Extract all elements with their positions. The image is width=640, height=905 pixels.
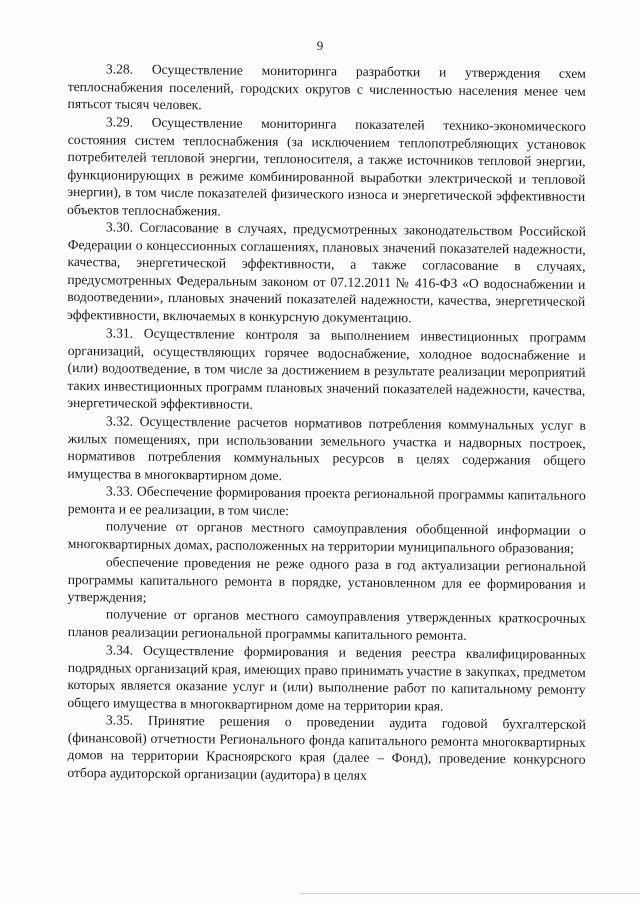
- paragraph-3-28: 3.28. Осуществление мониторинга разработки и утверждения схем теплоснабжения поселений, городских округов с численностью населения менее чем пятьсот тысяч человек.: [67, 61, 586, 113]
- paragraph-3-34: 3.34. Осуществление формирования и ведения реестра квалифицированных подрядных организаций края, имеющих право принимать участие в закупках, предметом которых является оказание услуг и (или) выполнение работ по капитальному ремонту общего имущества в многоквартирном доме на территории края.: [67, 641, 586, 713]
- scan-edge-line: [300, 893, 640, 894]
- document-body: [68, 60, 586, 781]
- page-number: 9: [316, 38, 324, 53]
- paragraph-3-32: 3.32. Осуществление расчетов нормативов потребления коммунальных услуг в жилых помещениях, при использовании земельного участка и надворных построек, нормативов потребления коммунальных ресурсов в целях содержания общего имущества в многоквартирном доме.: [67, 413, 586, 483]
- paragraph-3-35: 3.35. Принятие решения о проведении аудита годовой бухгалтерской (финансовой) отчетности Регионального фонда капитального ремонта многоквартирных домов на территории Красноярского края (далее – Фонд), проведение конкурсного отбора аудиторской организации (аудитора) в целях: [67, 712, 586, 783]
- paragraph-3-33-item-1: получение от органов местного самоуправления обобщенной информации о многоквартирных домах, расположенных на территории муниципального образования;: [67, 518, 586, 556]
- paragraph-3-33-item-3: получение от органов местного самоуправления утвержденных краткосрочных планов реализации региональной программы капитального ремонта.: [67, 606, 586, 643]
- paragraph-3-31: 3.31. Осуществление контроля за выполнением инвестиционных программ организаций, осуществляющих горячее водоснабжение, холодное водоснабжение и (или) водоотведение, в том числе за достижением в результате реализации мероприятий таких инвестиционных программ плановых значений показателей надежности, качества, энергетической эффективности.: [67, 325, 586, 413]
- paragraph-3-29: 3.29. Осуществление мониторинга показателей технико-экономического состояния систем теплоснабжения (за исключением теплопотребляющих установок потребителей тепловой энергии, теплоносителя, а также источников тепловой энергии, функционирующих в режиме комбинированной выработки электрической и тепловой энергии), в том числе показателей физического износа и энергетической эффективности объектов теплоснабжения.: [67, 114, 586, 219]
- paragraph-3-33: 3.33. Обеспечение формирования проекта региональной программы капитального ремонта и ее реализации, в том числе:: [67, 483, 586, 518]
- paragraph-3-33-item-2: обеспечение проведения не реже одного раза в год актуализации региональной программы капитального ремонта в порядке, установленном для ее формирования и утверждения;: [67, 553, 586, 605]
- paragraph-3-30: 3.30. Согласование в случаях, предусмотренных законодательством Российской Федерации о концессионных соглашениях, плановых значений показателей надежности, качества, энергетической эффективности, а также согласование в случаях, предусмотренных Федеральным законом от 07.12.2011 № 416-ФЗ «О водоснабжении и водоотведении», плановых значений показателей надежности, качества, энергетической эффективности, включаемых в конкурсную документацию.: [67, 219, 586, 326]
